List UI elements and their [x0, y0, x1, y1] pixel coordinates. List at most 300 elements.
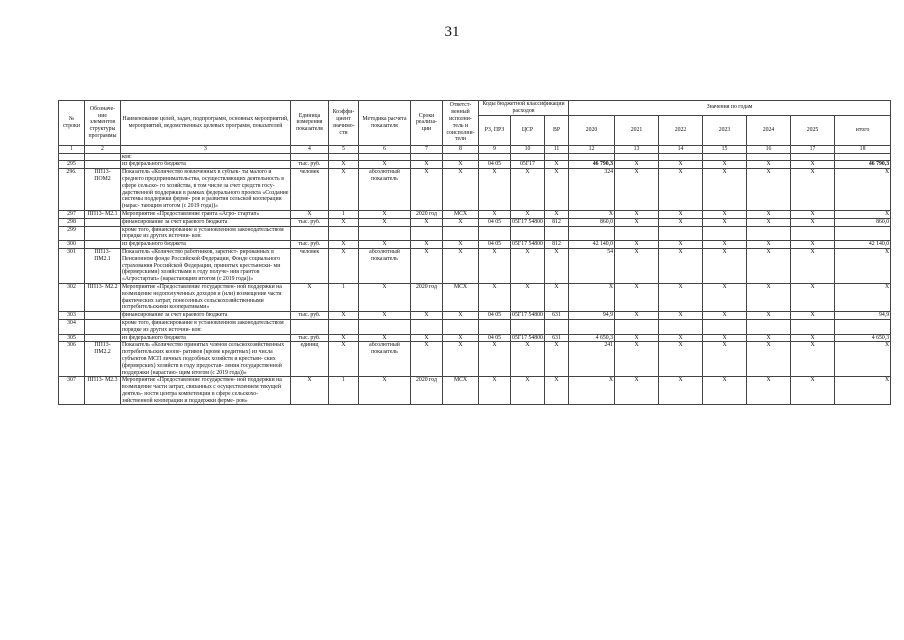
table-cell: Х [443, 169, 479, 211]
table-cell [479, 226, 511, 241]
table-cell: Х [659, 312, 703, 320]
table-cell: Х [659, 218, 703, 226]
table-cell: тыс. руб. [291, 334, 329, 342]
table-cell: из федерального бюджета [121, 334, 291, 342]
table-cell: 05Г17 54800 [512, 218, 543, 225]
table-cell: 1 [329, 210, 359, 218]
table-cell: Х [615, 218, 659, 226]
table-cell [569, 226, 615, 241]
table-cell: Х [443, 334, 479, 342]
table-cell: Х [747, 161, 791, 169]
table-cell: из федерального бюджета [121, 241, 291, 249]
table-cell: Х [545, 169, 569, 211]
table-cell: 46 790,3 [835, 161, 891, 169]
table-cell: 94,9 [569, 312, 615, 320]
header-rz: РЗ, ПРЗ [479, 115, 511, 145]
header-year-2021: 2021 [615, 115, 659, 145]
table-cell: Х [747, 377, 791, 405]
table-cell: Х [443, 312, 479, 320]
table-cell: Х [479, 169, 511, 211]
table-cell: 4 650,3 [835, 334, 891, 342]
table-cell: МСХ [443, 283, 479, 311]
table-cell: Х [569, 283, 615, 311]
table-cell: Х [291, 283, 329, 311]
table-cell: Показатель «Количество принятых членов сельскохозяйственных потребительских коопе- ративов (кроме кредитных) из числа субъектов МСП личных подсобных хозяйств и крестьян- ских (фермерских) хозяйств в году предостав- ления государственной поддержки (нарастаю- щим итогом (с 2019 года))» [121, 342, 291, 377]
page-number: 31 [444, 24, 460, 40]
table-cell: ПП13- М2.3 [85, 377, 121, 405]
table-cell: Х [747, 218, 791, 226]
table-cell: Х [791, 334, 835, 342]
table-cell [479, 319, 511, 334]
header-unit: Единица измерения показателя [291, 101, 329, 146]
table-cell: Х [747, 283, 791, 311]
table-cell [85, 241, 121, 249]
table-cell: Х [703, 248, 747, 283]
header-year-2022: 2022 [659, 115, 703, 145]
table-cell: Х [359, 283, 411, 311]
table-cell: Х [659, 161, 703, 169]
table-row [59, 377, 891, 405]
table-cell: Х [791, 169, 835, 211]
table-cell: Х [545, 210, 569, 218]
table-cell: 303 [59, 312, 85, 320]
column-number: 18 [835, 145, 891, 153]
table-cell: Показатель «Количество работников, зарегист- рированных в Пенсионном фонде Российской Федерации, Фонде социального страхования Российской Федерации, принятых крестьянски- ми (фермерскими) хозяйствами в году получе- ния грантов «Агростартап» (нарастающим итогом (с 2019 года))» [121, 248, 291, 283]
table-cell [703, 226, 747, 241]
table-cell [545, 319, 569, 334]
table-cell [443, 153, 479, 161]
table-cell: абсолютный показатель [359, 169, 411, 211]
table-cell: Х [659, 210, 703, 218]
table-cell: Х [511, 169, 545, 211]
header-term: Сроки реализа- ции [411, 101, 443, 146]
table-cell: Х [443, 161, 479, 169]
table-cell: 1 [329, 377, 359, 405]
table-cell: 306 [59, 342, 85, 377]
table-cell: Х [329, 342, 359, 377]
table-cell: Мероприятие «Предоставление государствен- ной поддержки на возмещение недополученных доходов и (или) возмещение части фактических затрат, понесенных сельскохозяйственными потребительскими кооперативами» [121, 283, 291, 311]
table-cell: 05Г17 54800 [512, 334, 543, 341]
table-cell: Х [411, 161, 443, 169]
table-cell [359, 226, 411, 241]
column-number: 14 [659, 145, 703, 153]
table-cell [291, 153, 329, 161]
table-cell: 812 [545, 218, 569, 226]
table-row [59, 226, 891, 241]
table-cell: Х [747, 169, 791, 211]
table-cell: Х [329, 312, 359, 320]
table-cell [291, 226, 329, 241]
table-cell: 2020 год [411, 210, 443, 218]
column-number: 17 [791, 145, 835, 153]
table-cell [479, 153, 511, 161]
table-cell [411, 319, 443, 334]
table-cell: Х [791, 241, 835, 249]
column-number-row [59, 145, 891, 153]
table-cell: Х [359, 312, 411, 320]
table-cell [329, 153, 359, 161]
table-cell: Х [615, 241, 659, 249]
table-cell: Х [411, 241, 443, 249]
table-cell [85, 226, 121, 241]
column-number: 8 [443, 145, 479, 153]
table-cell: Х [791, 161, 835, 169]
column-number: 13 [615, 145, 659, 153]
table-cell: Х [511, 342, 545, 377]
table-cell: человек [291, 169, 329, 211]
header-year-2023: 2023 [703, 115, 747, 145]
table-cell: Х [747, 334, 791, 342]
table-cell: Х [659, 241, 703, 249]
table-cell: Х [703, 283, 747, 311]
table-cell: Х [703, 334, 747, 342]
table-cell: Х [569, 377, 615, 405]
table-cell: Х [835, 169, 891, 211]
table-cell: Х [615, 283, 659, 311]
table-cell [511, 226, 545, 241]
table-cell: 295 [59, 161, 85, 169]
table-cell: из федерального бюджета [121, 161, 291, 169]
table-cell [791, 153, 835, 161]
table-cell: Х [443, 241, 479, 249]
table-cell: 2020 год [411, 377, 443, 405]
table-cell: Х [747, 210, 791, 218]
table-cell: ПП13- М2.1 [85, 210, 121, 218]
table-cell: 301 [59, 248, 85, 283]
table-cell: Х [479, 210, 511, 218]
table-cell: Х [791, 283, 835, 311]
table-cell: 324 [569, 169, 615, 211]
header-responsible: Ответст- венный исполни- тель и соисполни- тели [443, 101, 479, 146]
header-coef: Коэффи- циент значимо- сти [329, 101, 359, 146]
table-cell: 42 140,0 [569, 241, 615, 249]
table-cell [85, 334, 121, 342]
table-cell: Х [791, 312, 835, 320]
column-number: 5 [329, 145, 359, 153]
table-cell [85, 319, 121, 334]
table-cell [411, 226, 443, 241]
table-cell [329, 319, 359, 334]
header-year-2025: 2025 [791, 115, 835, 145]
table-cell [703, 319, 747, 334]
table-row [59, 153, 891, 161]
table-cell [511, 319, 545, 334]
table-cell: тыс. руб. [291, 161, 329, 169]
table-row [59, 210, 891, 218]
table-cell: 4 650,3 [569, 334, 615, 342]
table-cell: 860,0 [569, 218, 615, 226]
header-name: Наименование целей, задач, подпрограмм, основных мероприятий, мероприятий, ведомственных целевых программ, показателей [121, 101, 291, 146]
table-cell [85, 218, 121, 226]
table-cell [747, 153, 791, 161]
column-number: 15 [703, 145, 747, 153]
table-cell: Х [359, 218, 411, 226]
table-body [59, 145, 891, 405]
table-cell: Х [411, 218, 443, 226]
table-row [59, 161, 891, 169]
table-cell: 307 [59, 377, 85, 405]
header-csr: ЦСР [511, 115, 545, 145]
table-cell: Х [359, 210, 411, 218]
table-cell: Х [359, 377, 411, 405]
table-cell [835, 153, 891, 161]
table-cell: 42 140,0 [835, 241, 891, 249]
table-cell: 05Г17 [511, 161, 545, 169]
table-cell: 54 [569, 248, 615, 283]
table-cell [659, 153, 703, 161]
table-cell: Х [443, 342, 479, 377]
table-cell: Х [291, 377, 329, 405]
table-cell: Х [411, 312, 443, 320]
table-cell: Х [443, 248, 479, 283]
table-cell: Х [791, 248, 835, 283]
table-cell: Х [659, 342, 703, 377]
table-cell: Х [329, 241, 359, 249]
table-cell: Х [443, 218, 479, 226]
table-cell: Х [411, 248, 443, 283]
column-number: 7 [411, 145, 443, 153]
table-cell [747, 226, 791, 241]
table-row [59, 218, 891, 226]
header-vr: ВР [545, 115, 569, 145]
table-cell: Мероприятие «Предоставление государствен- ной поддержки на возмещение части затрат, связанных с осуществлением текущей деятель- ности центра компетенции в сфере сельскохо- зяйственной кооперации и поддержки ферме- ров» [121, 377, 291, 405]
table-cell [359, 153, 411, 161]
table-cell: Х [615, 377, 659, 405]
table-cell: Х [747, 312, 791, 320]
table-cell: Х [835, 210, 891, 218]
header-row-no: № строки [59, 101, 85, 146]
table-cell [659, 226, 703, 241]
table-cell [545, 226, 569, 241]
table-cell: Х [329, 161, 359, 169]
table-cell: финансирование за счет краевого бюджета [121, 312, 291, 320]
table-cell: Х [703, 169, 747, 211]
table-cell: человек [291, 248, 329, 283]
table-cell: 46 790,3 [569, 161, 615, 169]
table-cell: Х [479, 342, 511, 377]
column-number: 4 [291, 145, 329, 153]
header-method: Методика расчета показателя [359, 101, 411, 146]
table-cell: кроме того, финансирование в установленном законодательством порядке из других источни- ков: [121, 226, 291, 241]
table-cell: Х [615, 342, 659, 377]
table-row [59, 241, 891, 249]
table-cell: Х [511, 248, 545, 283]
table-cell [85, 161, 121, 169]
table-row [59, 312, 891, 320]
table-cell: 04 05 [479, 161, 511, 169]
table-cell: Х [359, 334, 411, 342]
table-cell: Х [479, 377, 511, 405]
table-cell: Показатель «Количество вовлеченных в субъек- ты малого и среднего предпринимательства, осуществляющих деятельность в сфере сельско- го хозяйства, в том числе за счет средств госу- дарственной поддержки в рамках федерального проекта «Создание системы поддержки фермe- ров и развития сельской кооперации (нарас- тающим итогом (с 2019 года))» [121, 169, 291, 211]
header-designation: Обозначе- ние элементов структуры программы [85, 101, 121, 146]
column-number: 11 [545, 145, 569, 153]
table-cell: Х [703, 241, 747, 249]
table-cell: Х [791, 218, 835, 226]
table-cell [411, 153, 443, 161]
table-cell [85, 153, 121, 161]
column-number: 12 [569, 145, 615, 153]
table-cell: тыс. руб. [291, 218, 329, 226]
table-cell [835, 226, 891, 241]
table-cell [791, 226, 835, 241]
header-budget-codes: Коды бюджетной классификации расходов [479, 101, 569, 116]
table-cell: Х [615, 248, 659, 283]
table-cell: единиц [291, 342, 329, 377]
column-number: 1 [59, 145, 85, 153]
table-cell: ПП13- ПОМ2 [85, 169, 121, 211]
table-cell: Х [545, 283, 569, 311]
table-cell: Х [703, 210, 747, 218]
table-cell: Х [703, 342, 747, 377]
table-cell: Х [703, 312, 747, 320]
table-cell [569, 319, 615, 334]
header-year-2024: 2024 [747, 115, 791, 145]
table-cell: 04 05 [479, 241, 511, 249]
table-cell [511, 153, 545, 161]
table-cell: Х [479, 248, 511, 283]
column-number: 3 [121, 145, 291, 153]
table-row [59, 319, 891, 334]
table-cell: 304 [59, 319, 85, 334]
table-row [59, 248, 891, 283]
table-cell: Х [359, 241, 411, 249]
table-cell: 298 [59, 218, 85, 226]
table-cell: 302 [59, 283, 85, 311]
table-cell: Х [747, 241, 791, 249]
program-table [58, 100, 891, 405]
table-cell: 297 [59, 210, 85, 218]
table-cell: Х [659, 169, 703, 211]
table-cell: Х [569, 210, 615, 218]
table-cell: Х [545, 248, 569, 283]
table-cell [443, 319, 479, 334]
column-number: 9 [479, 145, 511, 153]
table-cell: 241 [569, 342, 615, 377]
table-cell: Х [659, 334, 703, 342]
table-cell: 04 05 [479, 312, 511, 320]
table-cell: 04 05 [479, 334, 511, 342]
table-cell: Х [615, 210, 659, 218]
table-cell [835, 319, 891, 334]
table-cell: Х [659, 283, 703, 311]
table-cell: МСХ [443, 377, 479, 405]
header-values-by-year: Значения по годам [569, 101, 891, 116]
table-cell: ПП13- ПМ2.1 [85, 248, 121, 283]
table-cell: Х [703, 377, 747, 405]
column-number: 6 [359, 145, 411, 153]
table-cell: абсолютный показатель [359, 248, 411, 283]
table-cell: 94,9 [835, 312, 891, 320]
table-cell: Х [615, 169, 659, 211]
table-cell: Х [545, 377, 569, 405]
table-cell: 305 [59, 334, 85, 342]
table-cell: 631 [545, 312, 569, 320]
table-cell [703, 153, 747, 161]
table-cell: Х [703, 161, 747, 169]
table-cell: Х [615, 334, 659, 342]
column-number: 2 [85, 145, 121, 153]
table-cell: ков: [121, 153, 291, 161]
table-cell: Х [791, 210, 835, 218]
table-cell: 300 [59, 241, 85, 249]
column-number: 16 [747, 145, 791, 153]
table-cell: 05Г17 54800 [512, 312, 543, 319]
table-cell: Х [615, 161, 659, 169]
table-cell [791, 319, 835, 334]
table-cell: Х [835, 377, 891, 405]
table-cell [615, 153, 659, 161]
table-cell [359, 319, 411, 334]
table-row [59, 169, 891, 211]
table-cell: 05Г17 54800 [512, 241, 543, 248]
table-cell: МСХ [443, 210, 479, 218]
table-cell [615, 226, 659, 241]
table-cell [545, 153, 569, 161]
table-row [59, 334, 891, 342]
table-cell: Х [291, 210, 329, 218]
table-cell: 812 [545, 241, 569, 249]
table-cell: Х [835, 248, 891, 283]
table-cell: 299 [59, 226, 85, 241]
table-cell: ПП13- М2.2 [85, 283, 121, 311]
table-cell [569, 153, 615, 161]
table-cell: Х [329, 248, 359, 283]
table-row [59, 283, 891, 311]
table-cell [329, 226, 359, 241]
table-cell [85, 312, 121, 320]
table-cell: Х [511, 283, 545, 311]
table-cell: абсолютный показатель [359, 342, 411, 377]
table-cell [747, 319, 791, 334]
table-cell [291, 319, 329, 334]
table-cell: Х [835, 283, 891, 311]
table-cell: 296. [59, 169, 85, 211]
header-total: итого [835, 115, 891, 145]
table-cell [59, 153, 85, 161]
column-number: 10 [511, 145, 545, 153]
table-cell: тыс. руб. [291, 241, 329, 249]
table-cell: Х [411, 342, 443, 377]
table-cell: 2020 год [411, 283, 443, 311]
table-cell: Х [659, 377, 703, 405]
table-cell: кроме того, финансирование в установленном законодательством порядке из других источни- ков: [121, 319, 291, 334]
table-cell: Х [747, 342, 791, 377]
table-cell: финансирование за счет краевого бюджета [121, 218, 291, 226]
table-cell: Х [835, 342, 891, 377]
table-cell: Х [511, 210, 545, 218]
table-cell: Х [659, 248, 703, 283]
table-cell: Х [359, 161, 411, 169]
table-row [59, 342, 891, 377]
table-cell: Х [329, 218, 359, 226]
table-cell: Х [511, 377, 545, 405]
table-cell: Х [791, 342, 835, 377]
table-cell: Х [545, 161, 569, 169]
table-cell [443, 226, 479, 241]
table-header [59, 101, 891, 146]
table-cell: Х [479, 283, 511, 311]
table-cell: Х [411, 169, 443, 211]
table-cell: Х [703, 218, 747, 226]
table-cell: ПП13- ПМ2.2 [85, 342, 121, 377]
table-cell: Мероприятие «Предоставление гранта «Агро- стартап» [121, 210, 291, 218]
table-cell: Х [615, 312, 659, 320]
table-cell: 631 [545, 334, 569, 342]
table-cell: Х [545, 342, 569, 377]
table-cell: 860,0 [835, 218, 891, 226]
table-cell [615, 319, 659, 334]
table-cell: Х [329, 169, 359, 211]
